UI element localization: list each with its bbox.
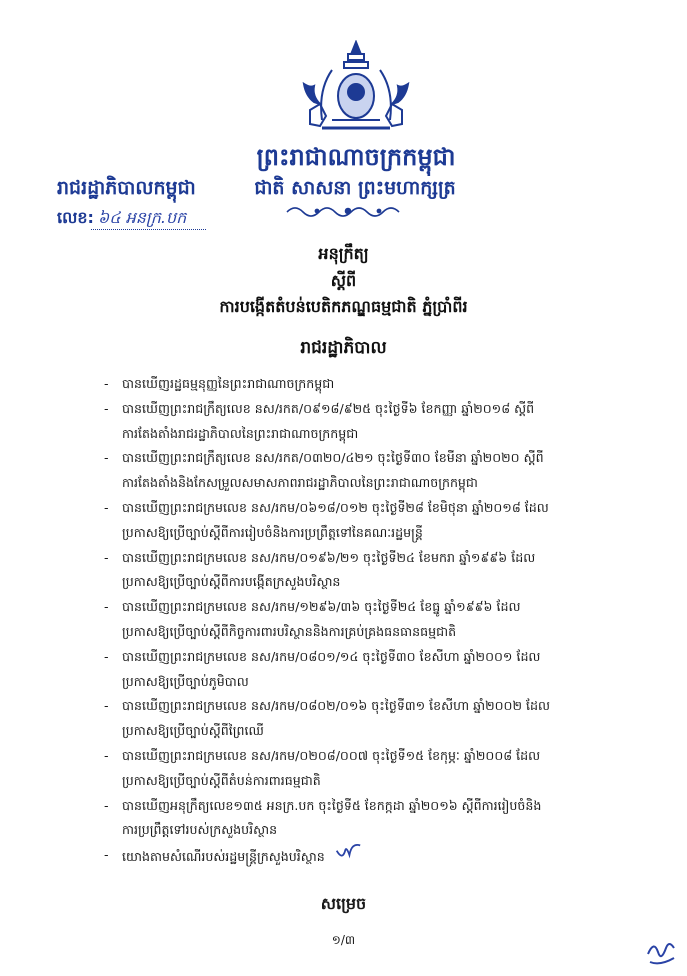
list-item: - បានឃើញព្រះរាជក្រឹត្យលេខ នស/រកត/០៣២០/៤២១ ចុះថ្ងៃទី៣០ ខែមីនា ឆ្នាំ២០២០ ស្តីពី ការតែងតាំងនិងកែសម្រួលសមាសភាពរាជរដ្ឋាភិបាលនៃព្រះរាជាណាចក្រកម្ពុជា [104,450,544,491]
list-item: - យោងតាមសំណើរបស់រដ្ឋមន្ត្រីក្រសួងបរិស្ថាន [104,843,644,870]
signature-mark [644,932,678,972]
reference-value: ៦៤ អនក្រ.បក [97,208,187,227]
government-name: រាជរដ្ឋាភិបាលកម្ពុជា [57,177,196,199]
list-item: - បានឃើញព្រះរាជក្រមលេខ នស/រកម/០៨០១/១៤ ចុះថ្ងៃទី៣០ ខែសីហា ឆ្នាំ២០០១ ដែល ប្រកាសឱ្យប្រើច្បាប់ភូមិបាល [104,648,541,689]
ornament-divider [283,203,413,219]
national-motto: ជាតិ សាសនា ព្រះមហាក្សត្រ [254,177,456,199]
list-item: - បានឃើញរដ្ឋធម្មនុញ្ញនៃព្រះរាជាណាចក្រកម្ពុជា [104,376,335,391]
list-item: - បានឃើញព្រះរាជក្រមលេខ នស/រកម/១២៩៦/៣៦ ចុះថ្ងៃទី២៤ ខែធ្នូ ឆ្នាំ១៩៩៦ ដែល ប្រកាសឱ្យប្រើច្បាប់ស្តីពីកិច្ចការពារបរិស្ថាននិងការគ្រប់គ្រងធនធានធម្មជាតិ [104,599,521,639]
handwritten-initial [334,841,364,863]
considerations-list [104,372,644,870]
about-label: ស្តីពី [330,271,357,290]
decision-heading: សម្រេច [320,894,367,913]
kingdom-name: ព្រះរាជាណាចក្រកម្ពុជា [256,143,456,171]
list-item: - បានឃើញព្រះរាជក្រឹត្យលេខ នស/រកត/០៩១៨/៩២៥ ចុះថ្ងៃទី៦ ខែកញ្ញា ឆ្នាំ២០១៨ ស្តីពី ការតែងតាំងរាជរដ្ឋាភិបាលនៃព្រះរាជាណាចក្រកម្ពុជា [104,400,535,441]
document-type: អនុក្រឹត្យ [318,244,369,263]
reference-number [57,207,186,231]
list-item: - បានឃើញព្រះរាជក្រមលេខ នស/រកម/០៨០២/០១៦ ចុះថ្ងៃទី៣១ ខែសីហា ឆ្នាំ២០០២ ដែល ប្រកាសឱ្យប្រើច្បាប់ស្តីពីព្រៃឈើ [104,698,550,739]
list-item: - បានឃើញព្រះរាជក្រមលេខ នស/រកម/០៦១៨/០១២ ចុះថ្ងៃទី២៨ ខែមិថុនា ឆ្នាំ២០១៨ ដែល ប្រកាសឱ្យប្រើច្បាប់ស្តីពីការរៀបចំនិងការប្រព្រឹត្តទៅនៃគណៈរដ្ឋមន្ត្រី [104,499,549,540]
list-item: - បានឃើញអនុក្រឹត្យលេខ១៣៥ អនក្រ.បក ចុះថ្ងៃទី៥ ខែកក្កដា ឆ្នាំ២០១៦ ស្តីពីការរៀបចំនិង ការប្រព្រឹត្តទៅរបស់ក្រសួងបរិស្ថាន [104,797,542,838]
reference-underline [91,229,206,230]
reference-label: លេខ: [57,208,94,227]
royal-emblem [292,40,420,138]
document-subject: ការបង្កើតតំបន់បេតិកភណ្ឌធម្មជាតិ ភ្នំប្រាំពីរ [219,297,468,316]
issuing-authority: រាជរដ្ឋាភិបាល [300,338,387,358]
list-item: - បានឃើញព្រះរាជក្រមលេខ នស/រកម/០២០៨/០០៧ ចុះថ្ងៃទី១៥ ខែកុម្ភៈ ឆ្នាំ២០០៨ ដែល ប្រកាសឱ្យប្រើច្បាប់ស្តីពីតំបន់ការពារធម្មជាតិ [104,747,541,788]
page-number: ១/៣ [331,933,356,947]
list-item: - បានឃើញព្រះរាជក្រមលេខ នស/រកម/០១៩៦/២១ ចុះថ្ងៃទី២៤ ខែមករា ឆ្នាំ១៩៩៦ ដែល ប្រកាសឱ្យប្រើច្បាប់ស្តីពីការបង្កើតក្រសួងបរិស្ថាន [104,549,536,590]
